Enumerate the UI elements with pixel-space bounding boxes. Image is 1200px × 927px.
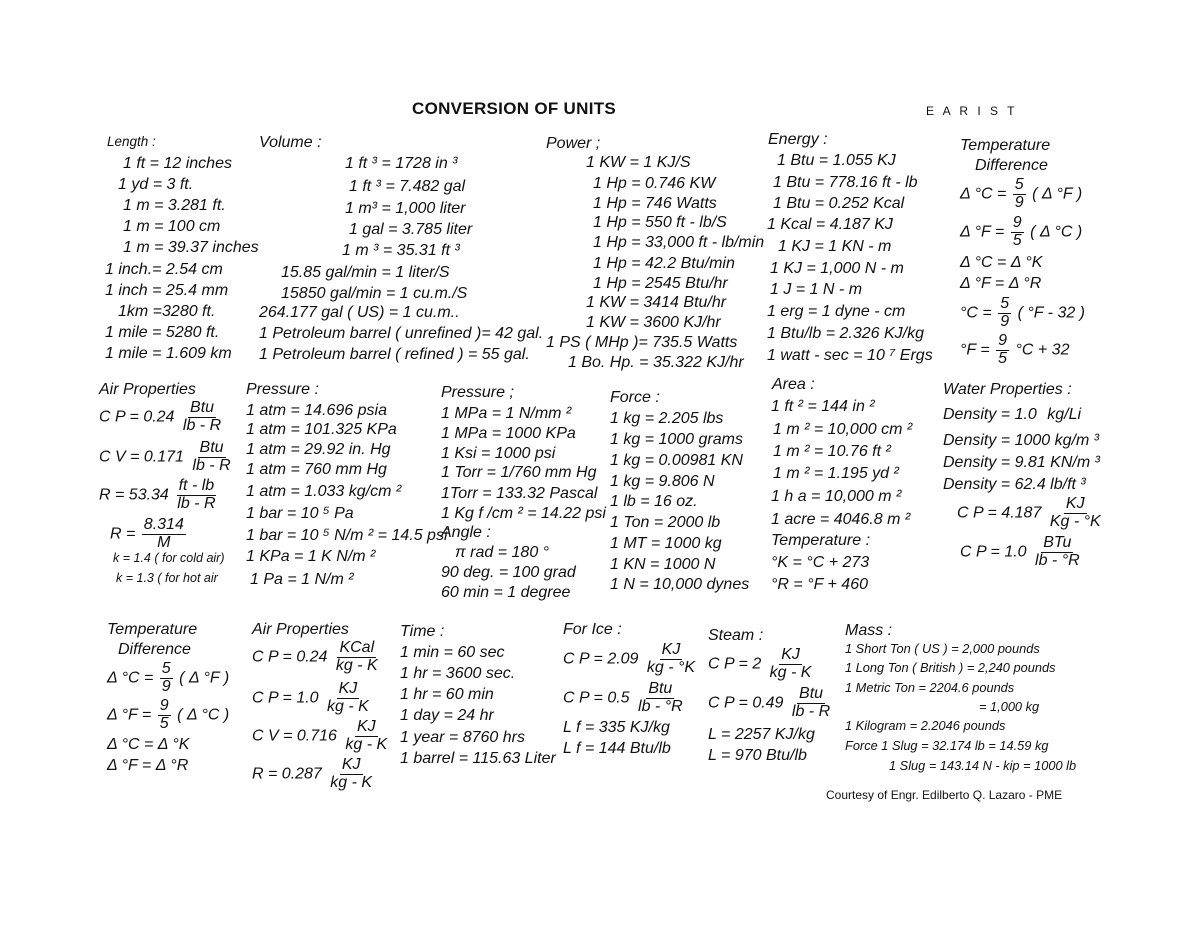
ice-heading: For Ice : (563, 621, 622, 638)
water-density: Density = 1000 kg/m ³ (943, 432, 1100, 449)
pressure2-item: 1 MPa = 1 N/mm ² (441, 405, 572, 422)
power-item: 1 Hp = 42.2 Btu/min (593, 255, 735, 272)
volume-heading: Volume : (259, 134, 322, 151)
area-heading: Area : (772, 376, 815, 393)
angle-item: π rad = 180 ° (455, 544, 550, 561)
air-properties-heading: Air Properties (252, 621, 349, 638)
time-item: 1 hr = 3600 sec. (400, 665, 516, 682)
length-heading: Length : (107, 134, 156, 149)
pressure2-item: 1 MPa = 1000 KPa (441, 425, 576, 442)
pressure-item: 1 atm = 101.325 KPa (246, 421, 397, 438)
pressure-heading: Pressure : (246, 381, 319, 398)
mass-item: 1 Long Ton ( British ) = 2,240 pounds (845, 660, 1056, 675)
length-item: 1 ft = 12 inches (123, 155, 232, 172)
power-heading: Power ; (546, 135, 601, 152)
force-item: 1 lb = 16 oz. (610, 493, 698, 510)
volume-item: 1 ft ³ = 1728 in ³ (345, 155, 458, 172)
water-cp: C P = 4.187 $\frac{KJ}{Kg - ^\circ K}$ (957, 495, 1101, 530)
pressure2-heading: Pressure ; (441, 384, 514, 401)
steam-cp: C P = 2 $\frac{KJ}{kg - K}$ (708, 646, 812, 681)
power-item: 1 KW = 3600 KJ/hr (586, 314, 721, 331)
temp-formula: °C = $\frac{5}{9}$ ( °F - 32 ) (960, 295, 1086, 330)
pressure-item: 1 bar = 10 ⁵ Pa (246, 505, 354, 522)
ice-latent: L f = 335 KJ/kg (563, 719, 670, 736)
water-density: Density = 1.0 kg/Li (943, 406, 1082, 423)
mass-item: 1 Slug = 143.14 N - kip = 1000 lb (889, 758, 1077, 773)
water-density: Density = 62.4 lb/ft ³ (943, 476, 1086, 493)
time-item: 1 barrel = 115.63 Liter (400, 750, 556, 767)
ice-cp: C P = 2.09 $\frac{KJ}{kg - ^\circ K}$ (563, 641, 696, 676)
temp-formula: Δ °C = Δ °K (107, 736, 190, 753)
area-item: 1 m ² = 10.76 ft ² (773, 443, 891, 460)
time-item: 1 min = 60 sec (400, 644, 505, 661)
temp-formula: Δ °C = $\frac{5}{9}$ ( Δ °F ) (107, 660, 230, 695)
pressure-item: 1 atm = 29.92 in. Hg (246, 441, 391, 458)
length-item: 1 m = 39.37 inches (123, 239, 259, 256)
page-title: CONVERSION OF UNITS (412, 99, 617, 118)
length-item: 1 m = 3.281 ft. (123, 197, 226, 214)
temperature-item: °K = °C + 273 (771, 554, 870, 571)
energy-item: 1 KJ = 1,000 N - m (770, 260, 904, 277)
pressure2-item: 1 Ksi = 1000 psi (441, 445, 556, 462)
ice-cp: C P = 0.5 Btu lb - °R (563, 680, 683, 715)
air-formula: R = $\frac{8.314}{M}$ (110, 516, 184, 551)
steam-cp: C P = 0.49 Btu lb - R (708, 685, 831, 720)
temp-formula: Δ °F = $\frac{9}{5}$ ( Δ °C ) (960, 214, 1083, 249)
area-item: 1 acre = 4046.8 m ² (771, 511, 911, 528)
angle-item: 90 deg. = 100 grad (441, 564, 576, 581)
energy-item: 1 Btu = 0.252 Kcal (773, 195, 905, 212)
power-item: 1 Bo. Hp. = 35.322 KJ/hr (568, 354, 744, 371)
force-item: 1 N = 10,000 dynes (610, 576, 750, 593)
volume-item: 1 Petroleum barrel ( refined ) = 55 gal. (259, 346, 530, 363)
force-item: 1 MT = 1000 kg (610, 535, 722, 552)
force-item: 1 kg = 2.205 lbs (610, 410, 724, 427)
air-formula: C P = 0.24 KCal kg - K (252, 639, 378, 674)
time-item: 1 day = 24 hr (400, 707, 494, 724)
energy-item: 1 Btu = 1.055 KJ (777, 152, 896, 169)
area-item: 1 m ² = 10,000 cm ² (773, 421, 913, 438)
volume-item: 1 Petroleum barrel ( unrefined )= 42 gal. (259, 325, 544, 342)
temperature-heading: Temperature : (771, 532, 871, 549)
temp-diff-subheading: Difference (975, 157, 1048, 174)
pressure-item: 1 KPa = 1 K N/m ² (246, 548, 376, 565)
energy-item: 1 Btu = 778.16 ft - lb (773, 174, 918, 191)
volume-item: 1 m ³ = 35.31 ft ³ (342, 242, 460, 259)
angle-item: 60 min = 1 degree (441, 584, 571, 601)
temp-formula: °F = $\frac{9}{5}$ °C + 32 (960, 332, 1070, 367)
length-item: 1 m = 100 cm (123, 218, 221, 235)
water-cp: C P = 1.0 BTu lb - °R (960, 534, 1080, 569)
pressure-item: 1 atm = 1.033 kg/cm ² (246, 483, 402, 500)
steam-latent: L = 970 Btu/lb (708, 747, 807, 764)
temp-diff-heading: Temperature (960, 137, 1051, 154)
energy-item: 1 watt - sec = 10 ⁷ Ergs (767, 347, 933, 364)
air-formula: C V = 0.716 $\frac{KJ}{kg - K}$ (252, 718, 388, 753)
power-item: 1 Hp = 2545 Btu/hr (593, 275, 728, 292)
area-item: 1 ft ² = 144 in ² (771, 398, 875, 415)
pressure2-item: 1 Torr = 1/760 mm Hg (441, 464, 597, 481)
volume-item: 15850 gal/min = 1 cu.m./S (281, 285, 468, 302)
temp-formula: Δ °F = Δ °R (107, 757, 189, 774)
length-item: 1 yd = 3 ft. (118, 176, 194, 193)
temp-formula: Δ °C = Δ °K (960, 254, 1043, 271)
force-item: 1 KN = 1000 N (610, 556, 716, 573)
air-k-hot: k = 1.3 ( for hot air (116, 571, 218, 585)
power-item: 1 KW = 1 KJ/S (586, 154, 691, 171)
mass-item: 1 Kilogram = 2.2046 pounds (845, 718, 1006, 733)
time-item: 1 year = 8760 hrs (400, 729, 525, 746)
force-item: 1 kg = 0.00981 KN (610, 452, 743, 469)
length-section (107, 134, 156, 149)
length-item: 1 inch = 25.4 mm (105, 282, 229, 299)
air-formula: R = 53.34 $\frac{ft - lb}{lb - R}$ (99, 477, 216, 512)
temp-formula: Δ °F = Δ °R (960, 275, 1042, 292)
volume-item: 264.177 gal ( US) = 1 cu.m.. (259, 304, 460, 321)
power-item: 1 Hp = 550 ft - lb/S (593, 214, 727, 231)
steam-latent: L = 2257 KJ/kg (708, 726, 815, 743)
force-item: 1 Ton = 2000 lb (610, 514, 721, 531)
pressure-item: 1 atm = 760 mm Hg (246, 461, 387, 478)
water-density: Density = 9.81 KN/m ³ (943, 454, 1100, 471)
length-item: 1 inch.= 2.54 cm (105, 261, 223, 278)
force-heading: Force : (610, 389, 660, 406)
pressure-item: 1 bar = 10 ⁵ N/m ² = 14.5 psi (246, 527, 448, 544)
force-item: 1 kg = 1000 grams (610, 431, 743, 448)
air-k-cold: k = 1.4 ( for cold air) (113, 551, 225, 565)
mass-item: 1 Metric Ton = 2204.6 pounds (845, 680, 1015, 695)
area-item: 1 m ² = 1.195 yd ² (773, 465, 899, 482)
organization-label: E A R I S T (926, 104, 1018, 118)
time-item: 1 hr = 60 min (400, 686, 494, 703)
air-formula: R = 0.287 $\frac{KJ}{kg - K}$ (252, 756, 373, 791)
temperature-item: °R = °F + 460 (771, 576, 868, 593)
volume-item: 1 ft ³ = 7.482 gal (349, 178, 466, 195)
mass-item: Force 1 Slug = 32.174 lb = 14.59 kg (845, 738, 1049, 753)
pressure-item: 1 atm = 14.696 psia (246, 402, 387, 419)
energy-item: 1 erg = 1 dyne - cm (767, 303, 906, 320)
pressure-item: 1 Pa = 1 N/m ² (250, 571, 354, 588)
mass-item: 1 Short Ton ( US ) = 2,000 pounds (845, 641, 1040, 656)
power-item: 1 Hp = 0.746 KW (593, 175, 716, 192)
steam-heading: Steam : (708, 627, 764, 644)
mass-heading: Mass : (845, 622, 893, 639)
energy-item: 1 J = 1 N - m (770, 281, 863, 298)
length-item: 1 mile = 1.609 km (105, 345, 232, 362)
energy-item: 1 Btu/lb = 2.326 KJ/kg (767, 325, 924, 342)
water-heading: Water Properties : (943, 381, 1072, 398)
air-formula: C V = 0.171 Btu lb - R (99, 439, 231, 474)
power-item: 1 Hp = 746 Watts (593, 195, 717, 212)
temp-diff-subheading: Difference (118, 641, 191, 658)
power-item: 1 PS ( MHp )= 735.5 Watts (546, 334, 738, 351)
air-formula: C P = 1.0 $\frac{KJ}{kg - K}$ (252, 680, 369, 715)
air-formula: C P = 0.24 Btu lb - R (99, 399, 222, 434)
energy-item: 1 KJ = 1 KN - m (778, 238, 892, 255)
volume-item: 15.85 gal/min = 1 liter/S (281, 264, 450, 281)
temp-formula: Δ °F = $\frac{9}{5}$ ( Δ °C ) (107, 697, 230, 732)
air-properties-heading: Air Properties (99, 381, 196, 398)
volume-item: 1 m³ = 1,000 liter (345, 200, 466, 217)
courtesy-credit: Courtesy of Engr. Edilberto Q. Lazaro - PME (826, 788, 1063, 802)
ice-latent: L f = 144 Btu/lb (563, 740, 671, 757)
angle-heading: Angle : (441, 524, 491, 541)
length-item: 1km =3280 ft. (118, 303, 216, 320)
energy-heading: Energy : (768, 131, 828, 148)
force-item: 1 kg = 9.806 N (610, 473, 715, 490)
area-item: 1 h a = 10,000 m ² (771, 488, 902, 505)
mass-item: = 1,000 kg (979, 699, 1040, 714)
length-item: 1 mile = 5280 ft. (105, 324, 220, 341)
pressure2-item: 1Torr = 133.32 Pascal (441, 485, 598, 502)
temp-diff-heading: Temperature (107, 621, 198, 638)
volume-item: 1 gal = 3.785 liter (349, 221, 473, 238)
power-item: 1 KW = 3414 Btu/hr (586, 294, 727, 311)
power-item: 1 Hp = 33,000 ft - lb/min (593, 234, 765, 251)
temp-formula: Δ °C = $\frac{5}{9}$ ( Δ °F ) (960, 176, 1083, 211)
pressure2-item: 1 Kg f /cm ² = 14.22 psi (441, 505, 606, 522)
time-heading: Time : (400, 623, 445, 640)
energy-item: 1 Kcal = 4.187 KJ (767, 216, 893, 233)
